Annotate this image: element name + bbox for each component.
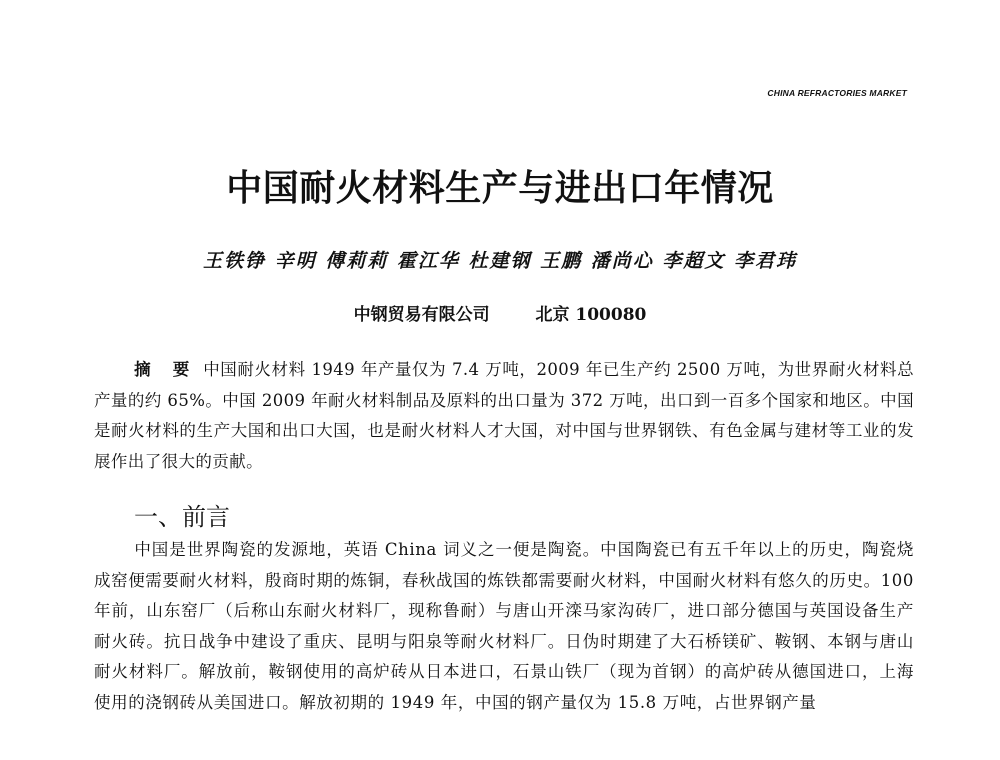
section-heading: 一、前言 <box>134 503 230 531</box>
abstract <box>94 355 914 477</box>
authors: 王铁铮 辛明 傅莉莉 霍江华 杜建钢 王鹏 潘尚心 李超文 李君玮 <box>203 250 797 272</box>
paper-title: 中国耐火材料生产与进出口年情况 <box>226 168 774 209</box>
affiliation-postcode: 100080 <box>575 305 647 325</box>
intro-text: 中国是世界陶瓷的发源地，英语 China 词义之一便是陶瓷。中国陶瓷已有五千年以上的历史，陶瓷烧成窑便需要耐火材料，殷商时期的炼铜，春秋战国的炼铁都需要耐火材料，中国耐火材料有悠久的历史。100 年前，山东窑厂（后称山东耐火材料厂，现称鲁耐）与唐山开滦马家沟砖厂，进口部分德国与英国设备生产耐火砖。抗日战争中建设了重庆、昆明与阳泉等耐火材料厂。日伪时期建了大石桥镁矿、鞍钢、本钢与唐山耐火材料厂。解放前，鞍钢使用的高炉砖从日本进口，石景山铁厂（现为首钢）的高炉砖从德国进口，上海使用的浇钢砖从美国进口。解放初期的 1949 年，中国的钢产量仅为 15.8 万吨，占世界钢产量 <box>94 540 914 712</box>
affiliation-org: 中钢贸易有限公司 <box>353 305 490 325</box>
affiliation-city: 北京 <box>535 305 570 325</box>
intro-paragraph <box>94 535 914 719</box>
abstract-text: 中国耐火材料 1949 年产量仅为 7.4 万吨，2009 年已生产约 2500 万吨，为世界耐火材料总产量的约 65%。中国 2009 年耐火材料制品及原料的出口量为 372 万吨，出口到一百多个国家和地区。中国是耐火材料的生产大国和出口大国，也是耐火材料人才大国，对中国与世界钢铁、有色金属与建材等工业的发展作出了很大的贡献。 <box>94 360 914 471</box>
running-head: CHINA REFRACTORIES MARKET <box>767 88 907 98</box>
abstract-label: 摘 要 <box>134 360 198 379</box>
affiliation <box>0 300 1000 325</box>
